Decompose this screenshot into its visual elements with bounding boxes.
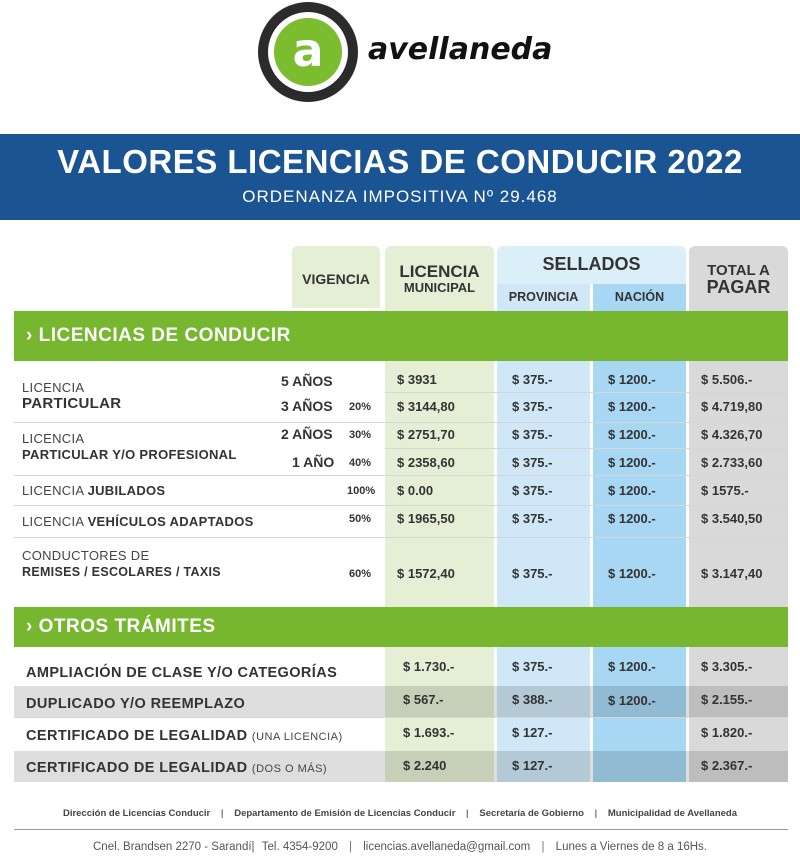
municipal-value: $ 567.-	[403, 692, 444, 707]
total-value: $ 2.367.-	[701, 758, 753, 773]
section-otros: › OTROS TRÁMITES	[14, 607, 788, 647]
otros-label-text: CERTIFICADO DE LEGALIDAD	[26, 728, 248, 744]
footer-link-secretaria: Secretaría de Gobierno	[479, 808, 584, 819]
discount-pct: 20%	[349, 401, 372, 413]
otros-label	[26, 760, 327, 776]
logo-ring	[268, 12, 348, 92]
adaptados-prefix: LICENCIA	[22, 514, 84, 529]
municipal-value: $ 1.730.-	[403, 659, 455, 674]
jubilados-bold: JUBILADOS	[87, 483, 166, 498]
discount-pct: 30%	[349, 429, 372, 441]
row-divider	[14, 505, 788, 506]
provincia-value: $ 127.-	[512, 725, 553, 740]
total-value: $ 2.733,60	[701, 455, 763, 470]
particular-label-bold: PARTICULAR	[22, 395, 122, 412]
municipal-value: $ 0.00	[397, 483, 434, 498]
period-2-anos: 2 AÑOS	[281, 426, 333, 442]
provincia-value: $ 375.-	[512, 483, 553, 498]
conductores-label-bold: REMISES / ESCOLARES / TAXIS	[22, 565, 221, 579]
row-divider	[14, 475, 788, 476]
jubilados-prefix: LICENCIA	[22, 483, 84, 498]
nacion-value: $ 1200.-	[608, 566, 656, 581]
total-value: $ 1.820.-	[701, 725, 753, 740]
header-pagar: PAGAR	[706, 277, 771, 297]
total-value: $ 4.719,80	[701, 399, 763, 414]
footer-links	[0, 808, 800, 819]
footer-phone: Tel. 4354-9200	[261, 841, 338, 853]
footer-separator: |	[541, 841, 545, 853]
municipal-value: $ 1965,50	[397, 511, 455, 526]
municipal-value: $ 2751,70	[397, 427, 455, 442]
discount-pct: 50%	[349, 513, 372, 525]
provincia-value: $ 375.-	[512, 511, 553, 526]
otros-label-note: (UNA LICENCIA)	[251, 731, 343, 743]
footer-separator: |	[349, 841, 353, 853]
period-5-anos: 5 AÑOS	[281, 373, 333, 389]
discount-pct: 40%	[349, 457, 372, 469]
nacion-value: $ 1200.-	[608, 399, 656, 414]
header-nacion: NACIÓN	[614, 290, 665, 304]
footer-contact	[0, 841, 800, 853]
adaptados-bold: VEHÍCULOS ADAPTADOS	[87, 514, 254, 529]
total-value: $ 3.147,40	[701, 566, 763, 581]
nacion-value: $ 1200.-	[608, 372, 656, 387]
footer-link-municipalidad: Municipalidad de Avellaneda	[607, 808, 738, 819]
otros-label-text: DUPLICADO Y/O REEMPLAZO	[26, 696, 246, 712]
discount-pct: 60%	[349, 568, 372, 580]
total-value: $ 2.155.-	[701, 692, 753, 707]
period-3-anos: 3 AÑOS	[281, 398, 333, 414]
provincia-value: $ 375.-	[512, 427, 553, 442]
section-licencias: › LICENCIAS DE CONDUCIR	[14, 311, 788, 361]
page-subtitle: ORDENANZA IMPOSITIVA Nº 29.468	[242, 187, 558, 206]
header-vigencia: VIGENCIA	[302, 271, 370, 287]
particular-label: LICENCIA	[22, 380, 85, 395]
municipal-value: $ 2358,60	[397, 455, 455, 470]
otros-label	[26, 696, 245, 712]
row-divider	[14, 422, 788, 423]
header-municipal: MUNICIPAL	[403, 280, 476, 295]
provincia-value: $ 375.-	[512, 455, 553, 470]
municipal-value: $ 3931	[397, 372, 437, 387]
otros-label-text: CERTIFICADO DE LEGALIDAD	[26, 760, 248, 776]
nacion-value: $ 1200.-	[608, 659, 656, 674]
total-value: $ 3.305.-	[701, 659, 753, 674]
municipal-value: $ 3144,80	[397, 399, 455, 414]
otros-label	[26, 665, 337, 681]
footer-separator: |	[220, 808, 224, 819]
municipal-value: $ 1572,40	[397, 566, 455, 581]
municipal-value: $ 2.240	[403, 758, 447, 773]
discount-pct: 100%	[347, 485, 376, 497]
provincia-value: $ 375.-	[512, 566, 553, 581]
row-divider	[14, 717, 788, 718]
header-total: TOTAL A	[707, 262, 770, 279]
jubilados-label	[22, 483, 165, 498]
logo-mark	[258, 2, 358, 102]
otros-label	[26, 728, 343, 744]
profesional-label-bold: PARTICULAR Y/O PROFESIONAL	[22, 447, 237, 462]
total-value: $ 4.326,70	[701, 427, 763, 442]
header-sellados: SELLADOS	[542, 254, 641, 274]
provincia-value: $ 127.-	[512, 758, 553, 773]
total-value: $ 5.506.-	[701, 372, 753, 387]
row-divider	[385, 448, 788, 449]
total-value: $ 3.540,50	[701, 511, 763, 526]
municipal-value: $ 1.693.-	[403, 725, 455, 740]
adaptados-label	[22, 514, 254, 529]
footer-address: Cnel. Brandsen 2270 - Sarandí|	[93, 841, 255, 853]
nacion-value: $ 1200.-	[608, 483, 656, 498]
footer-hours: Lunes a Viernes de 8 a 16Hs.	[555, 841, 707, 853]
otros-label-note: (DOS O MÁS)	[251, 763, 328, 775]
footer-separator: |	[594, 808, 598, 819]
profesional-label: LICENCIA	[22, 431, 85, 446]
page-title: VALORES LICENCIAS DE CONDUCIR 2022	[57, 143, 743, 180]
provincia-value: $ 375.-	[512, 659, 553, 674]
footer-separator: |	[466, 808, 469, 819]
otros-label-text: AMPLIACIÓN DE CLASE Y/O CATEGORÍAS	[26, 665, 338, 681]
row-divider	[14, 537, 788, 538]
header-licencia: LICENCIA	[399, 262, 480, 281]
title-banner	[0, 134, 800, 220]
footer-link-departamento: Departamento de Emisión de Licencias Conducir	[234, 808, 456, 819]
provincia-value: $ 375.-	[512, 372, 553, 387]
total-value: $ 1575.-	[701, 483, 749, 498]
period-1-ano: 1 AÑO	[292, 454, 335, 470]
conductores-label: CONDUCTORES DE	[22, 548, 150, 563]
nacion-value: $ 1200.-	[608, 511, 656, 526]
logo-letter: a	[274, 18, 342, 86]
footer-divider	[14, 829, 788, 830]
header-provincia: PROVINCIA	[508, 290, 579, 304]
footer-link-direccion: Dirección de Licencias Conducir	[62, 808, 211, 819]
provincia-value: $ 375.-	[512, 399, 553, 414]
nacion-value: $ 1200.-	[608, 693, 656, 708]
logo-wordmark: avellaneda	[368, 32, 553, 67]
provincia-value: $ 388.-	[512, 692, 553, 707]
row-divider	[385, 392, 788, 393]
nacion-value: $ 1200.-	[608, 427, 656, 442]
footer-email: licencias.avellaneda@gmail.com	[363, 841, 531, 853]
nacion-value: $ 1200.-	[608, 455, 656, 470]
